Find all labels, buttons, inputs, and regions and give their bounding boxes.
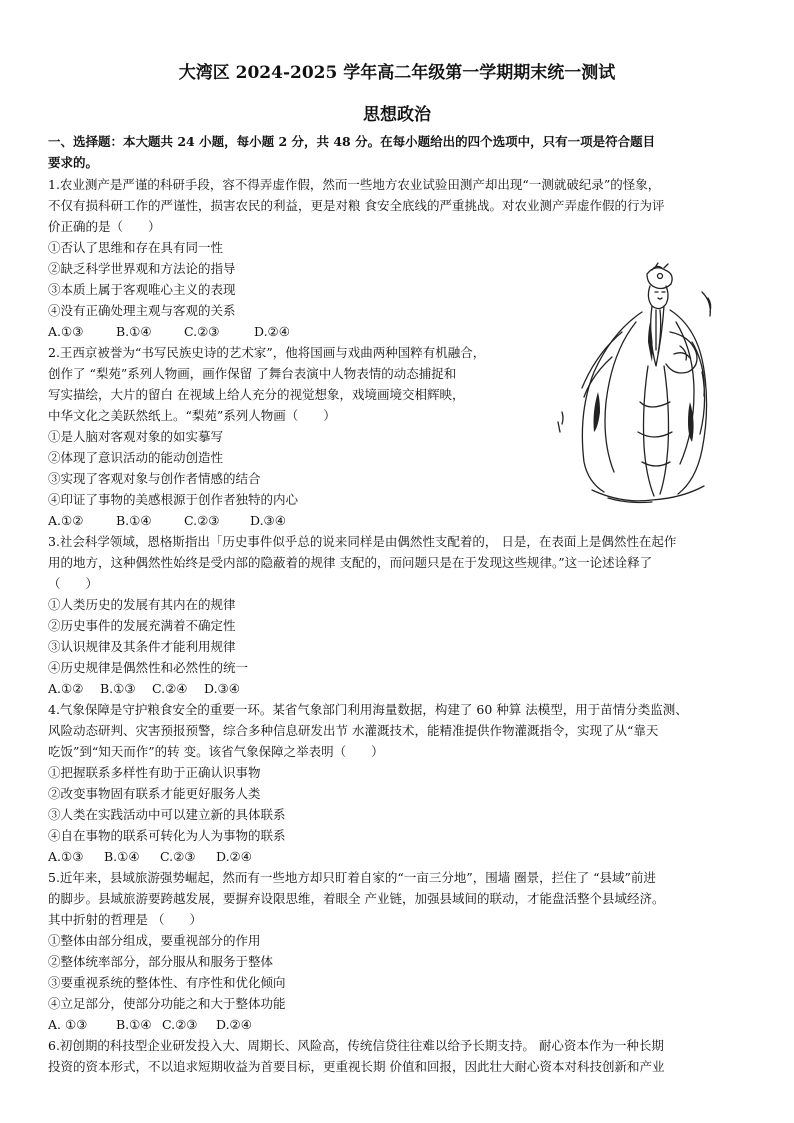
q5-stem: 的脚步。县域旅游要跨越发展，要摒弃设限思维，着眼全 产业链，加强县域间的联动，才能盘活整个县域经济。 (48, 891, 665, 906)
opera-figure-painting (552, 262, 722, 507)
q4-option-a: A.①③ (48, 849, 84, 864)
q1-statement: ②缺乏科学世界观和方法论的指导 (48, 261, 236, 276)
q4-option-c: C.②③ (160, 849, 196, 864)
q5-option-d: D.②④ (216, 1017, 252, 1032)
q2-statement: ④印证了事物的美感根源于创作者独特的内心 (48, 492, 299, 507)
q2-option-b: B.①④ (116, 513, 152, 528)
q5-statement: ④立足部分，使部分功能之和大于整体功能 (48, 996, 286, 1011)
q1-option-c: C.②③ (184, 324, 220, 339)
q3-option-b: B.①③ (100, 681, 136, 696)
q2-statement: ①是人脑对客观对象的如实摹写 (48, 429, 224, 444)
q2-stem: 写实描绘，大片的留白 在视域上给人充分的视觉想象，戏境画境交相辉映， (48, 387, 465, 402)
q5-option-c: C.②③ (162, 1017, 198, 1032)
q2-option-a: A.①② (48, 513, 84, 528)
q5-stem: 5.近年来，县域旅游强势崛起，然而有一些地方却只盯着自家的“一亩三分地”，围墙 圈景，拦住了 “县域”前进 (48, 870, 656, 885)
q4-statement: ②改变事物固有联系才能更好服务人类 (48, 786, 261, 801)
q2-statement: ②体现了意识活动的能动创造性 (48, 450, 224, 465)
q4-stem: 风险动态研判、灾害预报预警，综合多种信息研发出节 水灌溉技术，能精准提供作物灌溉指令，实现了从“靠天 (48, 723, 659, 738)
q4-statement: ③人类在实践活动中可以建立新的具体联系 (48, 807, 286, 822)
q1-statement: ④没有正确处理主观与客观的关系 (48, 303, 236, 318)
q3-stem: （ ） (48, 576, 99, 591)
q2-option-d: D.③④ (250, 513, 286, 528)
q2-statement: ③实现了客观对象与创作者情感的结合 (48, 471, 261, 486)
q6-stem: 6.初创期的科技型企业研发投入大、周期长、风险高，传统信贷往往难以给予长期支持。 耐心资本作为一种长期 (48, 1038, 664, 1053)
q3-option-c: C.②④ (152, 681, 188, 696)
q1-stem: 1.农业测产是严谨的科研手段，容不得弄虚作假，然而一些地方农业试验田测产却出现“一测就破纪录”的怪象， (48, 177, 661, 192)
q1-statement: ③本质上属于客观唯心主义的表现 (48, 282, 236, 297)
q3-stem: 用的地方，这种偶然性始终是受内部的隐蔽着的规律 支配的，而问题只是在于发现这些规律。”这一论述诠释了 (48, 555, 653, 570)
q1-statement: ①否认了思维和存在具有同一性 (48, 240, 224, 255)
q5-stem: 其中折射的哲理是 （ ） (48, 912, 202, 927)
q5-option-b: B.①④ (116, 1017, 152, 1032)
q3-statement: ④历史规律是偶然性和必然性的统一 (48, 660, 249, 675)
q4-stem: 4.气象保障是守护粮食安全的重要一环。某省气象部门利用海量数据，构建了 60 种算 法模型，用于苗情分类监测、 (48, 702, 688, 717)
q2-stem: 中华文化之美跃然纸上。“梨苑”系列人物画（ ） (48, 408, 336, 423)
q5-statement: ②整体统率部分，部分服从和服务于整体 (48, 954, 274, 969)
q4-statement: ①把握联系多样性有助于正确认识事物 (48, 765, 261, 780)
q6-stem: 投资的资本形式，不以追求短期收益为首要目标，更重视长期 价值和回报，因此壮大耐心资本对科技创新和产业 (48, 1059, 665, 1074)
q1-option-a: A.①③ (48, 324, 84, 339)
q3-option-a: A.①② (48, 681, 84, 696)
q3-statement: ②历史事件的发展充满着不确定性 (48, 618, 236, 633)
q3-statement: ①人类历史的发展有其内在的规律 (48, 597, 236, 612)
q1-stem: 价正确的是（ ） (48, 219, 161, 234)
q1-option-d: D.②④ (254, 324, 290, 339)
q1-stem: 不仅有损科研工作的严谨性，损害农民的利益，更是对粮 食安全底线的严重挑战。对农业测产弄虚作假的行为评 (48, 198, 665, 213)
q4-stem: 吃饭”到“知天而作”的转 变。该省气象保障之举表明（ ） (48, 744, 384, 759)
subject-title: 思想政治 (363, 105, 431, 125)
q2-stem: 创作了 “梨苑”系列人物画，画作保留 了舞台表演中人物表情的动态捕捉和 (48, 366, 457, 381)
q4-statement: ④自在事物的联系可转化为人为事物的联系 (48, 828, 286, 843)
q5-statement: ①整体由部分组成，要重视部分的作用 (48, 933, 261, 948)
q4-option-d: D.②④ (216, 849, 252, 864)
q3-option-d: D.③④ (204, 681, 240, 696)
q5-option-a: A. ①③ (48, 1017, 88, 1032)
q2-option-c: C.②③ (184, 513, 220, 528)
q2-stem: 2.王西京被誉为“书写民族史诗的艺术家”，他将国画与戏曲两种国粹有机融合， (48, 345, 486, 360)
q4-option-b: B.①④ (104, 849, 140, 864)
section-intro: 一、选择题：本大题共 24 小题，每小题 2 分，共 48 分。在每小题给出的四个选项中，只有一项是符合题目 (48, 134, 656, 149)
q3-statement: ③认识规律及其条件才能利用规律 (48, 639, 236, 654)
q1-option-b: B.①④ (116, 324, 152, 339)
exam-title: 大湾区 2024-2025 学年高二年级第一学期期末统一测试 (178, 63, 616, 83)
q3-stem: 3.社会科学领域，恩格斯指出「历史事件似乎总的说来同样是由偶然性支配着的， 日是，在表面上是偶然性在起作 (48, 534, 677, 549)
q5-statement: ③要重视系统的整体性、有序性和优化倾向 (48, 975, 286, 990)
section-intro-cont: 要求的。 (48, 155, 99, 170)
